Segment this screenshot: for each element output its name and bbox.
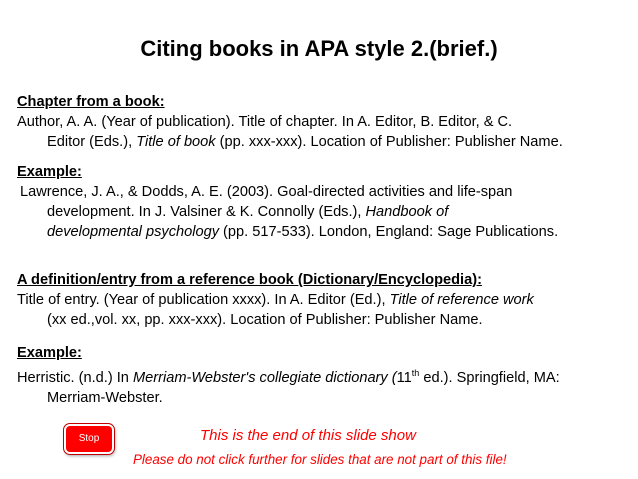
example-2-heading: Example: xyxy=(17,345,82,361)
reference-heading: A definition/entry from a reference book (Dictionary/Encyclopedia): xyxy=(17,272,482,288)
example-2-dictionary-title: Merriam-Webster's collegiate dictionary ( xyxy=(132,369,397,386)
reference-line-1-text: Title of entry. (Year of publication xxxx). In A. Editor (Ed.), xyxy=(17,292,390,308)
slide-title: Citing books in APA style 2.(brief.) xyxy=(140,36,498,61)
chapter-line-2-text: Editor (Eds.), xyxy=(47,134,137,150)
example-1-book-title-b: developmental psychology xyxy=(47,224,219,240)
reference-section xyxy=(17,270,630,330)
end-message: This is the end of this slide show xyxy=(200,427,416,444)
example-1-line-2 xyxy=(17,202,630,222)
example-2-line-2: Merriam-Webster. xyxy=(47,389,163,406)
example-2-edition-suffix: th xyxy=(411,368,420,378)
chapter-book-title: Title of book xyxy=(136,134,216,150)
example-1-line-3-rest: (pp. 517-533). London, England: Sage Publications. xyxy=(219,224,559,240)
chapter-heading: Chapter from a book: xyxy=(17,94,165,110)
example-1-book-title-a: Handbook of xyxy=(365,204,449,220)
chapter-line-2 xyxy=(17,132,630,152)
chapter-line-2-rest: (pp. xxx-xxx). Location of Publisher: Publisher Name. xyxy=(215,134,563,150)
reference-line-1 xyxy=(17,290,630,310)
example-1-heading: Example: xyxy=(17,164,82,180)
example-2-section xyxy=(17,343,630,408)
example-1-line-2-text: development. In J. Valsiner & K. Connolly (Eds.), xyxy=(47,204,366,220)
example-1-line-3 xyxy=(17,222,630,242)
reference-line-2: (xx ed.,vol. xx, pp. xxx-xxx). Location of Publisher: Publisher Name. xyxy=(47,312,483,328)
example-2-line-1-text: Herristic. (n.d.) In xyxy=(17,369,133,386)
reference-work-title: Title of reference work xyxy=(389,292,534,308)
warning-message: Please do not click further for slides that are not part of this file! xyxy=(133,452,507,467)
chapter-section xyxy=(17,92,630,152)
chapter-line-1: Author, A. A. (Year of publication). Title of chapter. In A. Editor, B. Editor, & C. xyxy=(17,114,513,130)
example-2-line-1-rest: ed.). Springfield, MA: xyxy=(419,369,560,386)
example-1-line-1: Lawrence, J. A., & Dodds, A. E. (2003). Goal-directed activities and life-span xyxy=(20,184,513,200)
example-2-line-1 xyxy=(17,363,630,388)
stop-button[interactable]: Stop xyxy=(64,424,114,454)
example-1-section xyxy=(17,162,630,242)
example-2-edition-number: 11 xyxy=(396,369,412,386)
